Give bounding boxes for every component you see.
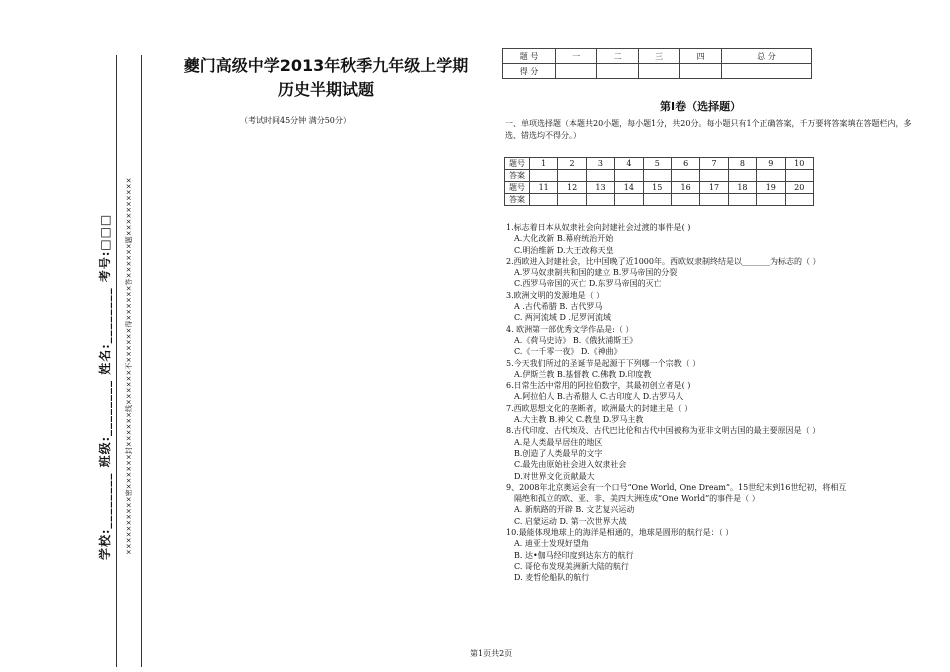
question-list xyxy=(506,222,916,584)
grid-num: 5 xyxy=(643,158,671,170)
answer-cell[interactable] xyxy=(530,170,558,182)
answer-cell[interactable] xyxy=(558,194,586,206)
question-option: C.西罗马帝国的灭亡 D.东罗马帝国的灭亡 xyxy=(514,279,662,289)
question-stem: 3.欧洲文明的发源地是（ ） xyxy=(506,290,605,300)
answer-cell[interactable] xyxy=(785,194,813,206)
answer-cell[interactable] xyxy=(643,170,671,182)
grid-num: 11 xyxy=(530,182,558,194)
question-stem: 6.日常生活中常用的阿拉伯数字，其最初创立者是( ) xyxy=(506,381,691,391)
exam-title xyxy=(156,54,496,102)
score-cell: 四 xyxy=(680,49,721,64)
question-option: A.罗马奴隶制共和国的建立 B.罗马帝国的分裂 xyxy=(514,268,678,278)
score-cell: 一 xyxy=(556,49,597,64)
score-input[interactable] xyxy=(556,64,597,79)
question-option: A .古代希腊 B. 古代罗马 xyxy=(514,302,603,312)
answer-cell[interactable] xyxy=(643,194,671,206)
answer-cell[interactable] xyxy=(700,194,728,206)
grid-num: 15 xyxy=(643,182,671,194)
exam-title-line1: 夔门高级中学2013年秋季九年级上学期 xyxy=(183,56,469,75)
question-stem: 7.西欧思想文化的垄断者，欧洲最大的封建主是（ ） xyxy=(506,403,693,413)
question-option: A.阿拉伯人 B.古希腊人 C.古印度人 D.古罗马人 xyxy=(514,392,684,402)
grid-label: 题号 xyxy=(505,158,530,170)
question-option: 隔绝和孤立的欧、亚、非、美四大洲连成“One World”的事件是（ ） xyxy=(514,494,760,504)
answer-cell[interactable] xyxy=(757,194,785,206)
question-option: A. 迪亚士发现好望角 xyxy=(514,539,589,549)
answer-cell[interactable] xyxy=(785,170,813,182)
question-option: A.《荷马史诗》 B.《俄狄浦斯王》 xyxy=(514,335,638,345)
score-cell: 二 xyxy=(597,49,638,64)
grid-num: 6 xyxy=(671,158,699,170)
seal-line: ××××××××××密××××××封××××××线××××××不××××××得××××××答××××××题×××××××××× xyxy=(125,177,133,555)
grid-num: 14 xyxy=(615,182,643,194)
grid-num: 16 xyxy=(671,182,699,194)
answer-cell[interactable] xyxy=(530,194,558,206)
answer-cell[interactable] xyxy=(671,194,699,206)
question-stem: 9、2008年北京奥运会有一个口号“One World, One Dream”。15世纪末到16世纪初，将相互 xyxy=(506,482,847,492)
question-option: C. 两河流域 D .尼罗河流域 xyxy=(514,313,611,323)
answer-cell[interactable] xyxy=(700,170,728,182)
answer-cell[interactable] xyxy=(586,170,614,182)
question-option: B.创造了人类最早的文字 xyxy=(514,448,603,458)
grid-num: 3 xyxy=(586,158,614,170)
grid-label: 答案 xyxy=(505,170,530,182)
grid-num: 12 xyxy=(558,182,586,194)
question-option: C. 启蒙运动 D. 第一次世界大战 xyxy=(514,516,627,526)
grid-num: 4 xyxy=(615,158,643,170)
question-option: A.大主教 B.神父 C.教皇 D.罗马主教 xyxy=(514,415,644,425)
question-option: C. 哥伦布发现美洲新大陆的航行 xyxy=(514,561,629,571)
answer-cell[interactable] xyxy=(728,194,756,206)
grid-num: 2 xyxy=(558,158,586,170)
question-stem: 2.西欧进入封建社会，比中国晚了近1000年。西欧奴隶制终结是以_______为标志的（ ） xyxy=(506,256,821,266)
question-stem: 4. 欧洲第一部优秀文学作品是:（ ） xyxy=(506,324,634,334)
grid-num: 20 xyxy=(785,182,813,194)
question-option: D.对世界文化贡献最大 xyxy=(514,471,595,481)
student-info-fields: 学校:________ 班级:________ 姓名:________ 考号:□□□ xyxy=(98,213,112,560)
score-cell: 题 号 xyxy=(503,49,556,64)
answer-cell[interactable] xyxy=(757,170,785,182)
score-cell: 得 分 xyxy=(503,64,556,79)
grid-num: 13 xyxy=(586,182,614,194)
answer-cell[interactable] xyxy=(671,170,699,182)
question-option: B. 达•伽马经印度到达东方的航行 xyxy=(514,550,634,560)
question-stem: 10.最能体现地球上的海洋是相通的，地球是圆形的航行是：（ ） xyxy=(506,528,734,538)
question-option: A.大化改新 B.幕府统治开始 xyxy=(514,234,614,244)
grid-num: 9 xyxy=(757,158,785,170)
question-option: A.伊斯兰教 B.基督教 C.佛教 D.印度教 xyxy=(514,369,652,379)
score-input[interactable] xyxy=(638,64,679,79)
score-cell: 三 xyxy=(638,49,679,64)
section-title: 第Ⅰ卷（选择题） xyxy=(660,100,742,113)
grid-num: 19 xyxy=(757,182,785,194)
answer-grid xyxy=(504,157,814,206)
question-stem: 8.古代印度、古代埃及、古代巴比伦和古代中国被称为亚非文明古国的最主要原因是（ ） xyxy=(506,426,821,436)
section-instruction: 一、单项选择题（本题共20小题，每小题1分，共20分。每小题只有1个正确答案，千万要将答案填在答题栏内，多选、错选均不得分。） xyxy=(505,119,912,140)
answer-cell[interactable] xyxy=(586,194,614,206)
score-input[interactable] xyxy=(597,64,638,79)
grid-num: 10 xyxy=(785,158,813,170)
exam-info: （考试时间45分钟 满分50分） xyxy=(240,116,351,125)
score-input[interactable] xyxy=(680,64,721,79)
page-footer: 第1页共2页 xyxy=(470,649,513,658)
grid-num: 1 xyxy=(530,158,558,170)
question-stem: 1.标志着日本从奴隶社会向封建社会过渡的事件是( ) xyxy=(506,223,691,232)
question-option: A. 新航路的开辟 B. 文艺复兴运动 xyxy=(514,505,635,515)
answer-cell[interactable] xyxy=(728,170,756,182)
answer-cell[interactable] xyxy=(615,194,643,206)
score-table xyxy=(502,48,812,79)
answer-cell[interactable] xyxy=(615,170,643,182)
grid-num: 17 xyxy=(700,182,728,194)
grid-num: 7 xyxy=(700,158,728,170)
question-stem: 5.今天我们所过的圣诞节是起源于下列哪一个宗教（ ） xyxy=(506,358,701,368)
grid-label: 题号 xyxy=(505,182,530,194)
exam-title-line2: 历史半期试题 xyxy=(277,80,374,99)
grid-num: 8 xyxy=(728,158,756,170)
score-input[interactable] xyxy=(721,64,811,79)
question-option: D. 麦哲伦船队的航行 xyxy=(514,573,590,583)
question-option: A.是人类最早居住的地区 xyxy=(514,437,603,447)
question-option: C.《一千零一夜》 D.《神曲》 xyxy=(514,347,622,357)
question-option: C.明治维新 D.大王改称天皇 xyxy=(514,245,614,255)
question-option: C.最先由原始社会进入奴隶社会 xyxy=(514,460,627,470)
grid-num: 18 xyxy=(728,182,756,194)
score-cell: 总 分 xyxy=(721,49,811,64)
grid-label: 答案 xyxy=(505,194,530,206)
answer-cell[interactable] xyxy=(558,170,586,182)
